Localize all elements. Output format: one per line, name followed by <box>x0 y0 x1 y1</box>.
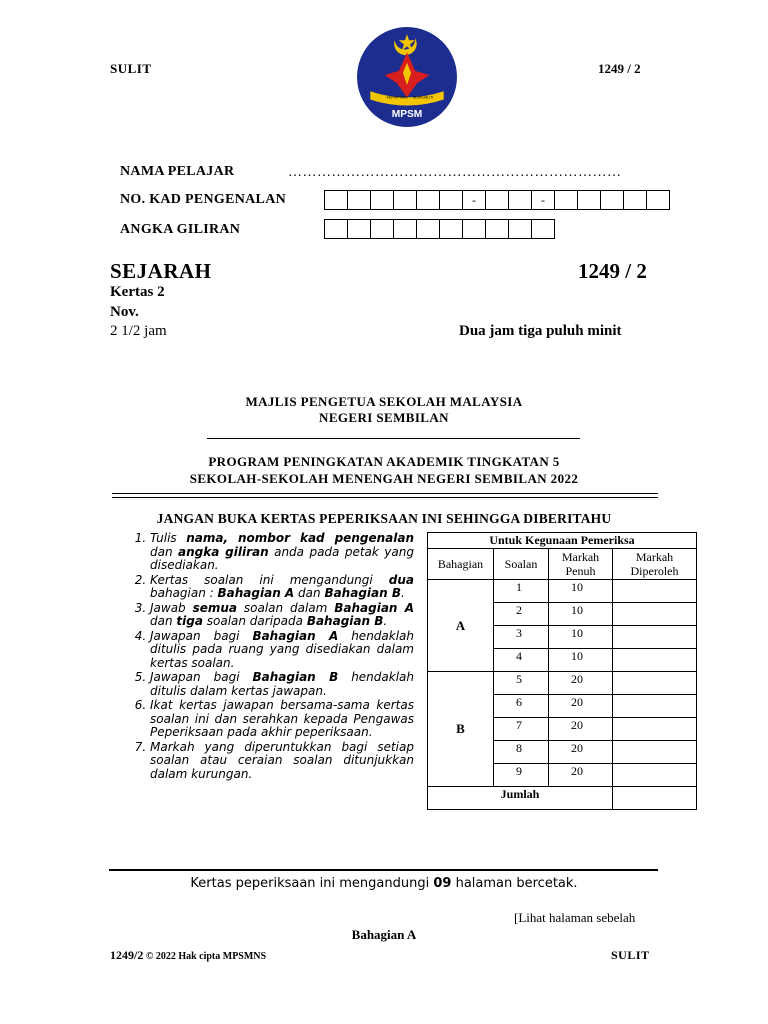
section-heading: Bahagian A <box>351 927 417 942</box>
instruction-text: nama, nombor kad pengenalan <box>186 531 414 545</box>
turn-box-10[interactable] <box>532 220 554 238</box>
instruction-text: soalan dalam <box>237 600 335 615</box>
full-marks-cell: 20 <box>549 672 613 695</box>
marks-obtained-cell[interactable] <box>613 672 697 695</box>
table-row <box>428 672 697 695</box>
examiner-table <box>427 532 697 810</box>
instruction-text: Bahagian B <box>306 614 384 628</box>
turn-number-label: ANGKA GILIRAN <box>120 222 241 237</box>
marks-obtained-cell[interactable] <box>613 741 697 764</box>
instruction-text: . <box>383 614 388 628</box>
instruction-item <box>150 741 414 782</box>
question-cell: 7 <box>494 718 549 741</box>
ic-box-7[interactable]: - <box>463 191 486 209</box>
instruction-item <box>150 630 414 671</box>
divider-double-top <box>112 493 658 494</box>
instruction-text: Bahagian A <box>252 628 339 643</box>
instruction-text: Jawapan bagi <box>150 670 253 684</box>
instruction-item <box>150 574 414 601</box>
ic-box-10[interactable]: - <box>532 191 555 209</box>
marks-obtained-cell[interactable] <box>613 649 697 672</box>
question-cell: 5 <box>494 672 549 695</box>
total-row <box>428 787 697 810</box>
instruction-text: tiga <box>176 614 203 628</box>
instruction-item <box>150 699 414 740</box>
copyright <box>110 948 266 963</box>
ic-box-2[interactable] <box>348 191 371 209</box>
examiner-table-title: Untuk Kegunaan Pemeriksa <box>428 533 697 549</box>
ic-box-12[interactable] <box>578 191 601 209</box>
instruction-text: semua <box>192 600 237 615</box>
logo-text: MPSM <box>391 108 423 120</box>
instruction-text: soalan daripada <box>202 614 307 628</box>
total-label: Jumlah <box>428 787 613 810</box>
instruction-text: Markah yang diperuntukkan bagi setiap soalan atau ceraian soalan ditunjukkan dalam kurungan. <box>150 739 414 781</box>
duration-words: Dua jam tiga puluh minit <box>459 323 622 339</box>
instruction-text: angka giliran <box>178 544 269 559</box>
col-header-section: Bahagian <box>428 549 494 580</box>
ic-box-15[interactable] <box>647 191 669 209</box>
instruction-text: . <box>401 586 405 600</box>
full-marks-cell: 10 <box>549 649 613 672</box>
logo-ribbon-right: BERKUALITI <box>413 95 434 100</box>
instruction-item <box>150 602 414 629</box>
name-dotted-line[interactable]: …………………………………………………………… <box>288 165 622 180</box>
full-marks-cell: 10 <box>549 580 613 603</box>
question-cell: 3 <box>494 626 549 649</box>
program-line-2: SEKOLAH-SEKOLAH MENENGAH NEGERI SEMBILAN 2022 <box>189 471 579 486</box>
ic-box-9[interactable] <box>509 191 532 209</box>
divider <box>207 438 580 439</box>
instruction-text: hendaklah ditulis pada ruang yang disediakan dalam kertas soalan. <box>150 628 415 670</box>
copyright-text: © 2022 Hak cipta MPSMNS <box>143 951 267 962</box>
duration: 2 1/2 jam <box>110 323 167 339</box>
instruction-text: dan <box>150 614 177 628</box>
question-cell: 6 <box>494 695 549 718</box>
turn-box-6[interactable] <box>440 220 463 238</box>
paper-code-top: 1249 / 2 <box>598 61 641 76</box>
ic-box-3[interactable] <box>371 191 394 209</box>
footer-rule <box>109 869 658 871</box>
subject-code: 1249 / 2 <box>578 259 647 283</box>
footer-code: 1249/2 <box>110 948 144 962</box>
instruction-text: Jawab <box>150 600 193 615</box>
exam-month: Nov. <box>110 304 139 320</box>
ic-label: NO. KAD PENGENALAN <box>120 192 287 207</box>
page-count-pre: Kertas peperiksaan ini mengandungi <box>190 876 434 891</box>
page-count-post: halaman bercetak. <box>451 876 578 891</box>
logo-ribbon-left: KEPIMPINAN <box>386 95 408 100</box>
program-line-1: PROGRAM PENINGKATAN AKADEMIK TINGKATAN 5 <box>208 454 560 469</box>
ic-box-4[interactable] <box>394 191 417 209</box>
ic-box-5[interactable] <box>417 191 440 209</box>
organizer-line-1: MAJLIS PENGETUA SEKOLAH MALAYSIA <box>245 394 523 409</box>
full-marks-cell: 20 <box>549 764 613 787</box>
ic-box-6[interactable] <box>440 191 463 209</box>
next-page-note: [Lihat halaman sebelah <box>514 910 636 925</box>
instruction-text: Tulis <box>150 531 187 545</box>
divider-double-bottom <box>112 497 658 498</box>
instruction-text: dan <box>150 544 179 559</box>
mpsm-logo <box>356 26 458 128</box>
full-marks-cell: 10 <box>549 603 613 626</box>
turn-box-7[interactable] <box>463 220 486 238</box>
warning-heading: JANGAN BUKA KERTAS PEPERIKSAAN INI SEHINGGA DIBERITAHU <box>156 511 612 526</box>
name-label: NAMA PELAJAR <box>120 164 235 179</box>
ic-boxes[interactable] <box>324 190 670 210</box>
col-header-question: Soalan <box>494 549 549 580</box>
instruction-text: Bahagian B <box>252 670 339 684</box>
instruction-text: Kertas soalan ini mengandungi <box>150 572 389 587</box>
instruction-text: Ikat kertas jawapan bersama-sama kertas soalan ini dan serahkan kepada Pengawas Peperiksaan pada akhir peperiksaan. <box>150 698 414 739</box>
question-cell: 9 <box>494 764 549 787</box>
instruction-text: hendaklah ditulis dalam kertas jawapan. <box>150 670 414 698</box>
marks-obtained-cell[interactable] <box>613 718 697 741</box>
table-row <box>428 580 697 603</box>
ic-box-1[interactable] <box>325 191 348 209</box>
instruction-text: Jawapan bagi <box>150 628 253 643</box>
ic-box-11[interactable] <box>555 191 578 209</box>
turn-box-9[interactable] <box>509 220 532 238</box>
instruction-text: Bahagian A <box>217 586 295 600</box>
ic-box-14[interactable] <box>624 191 647 209</box>
total-marks-cell[interactable] <box>613 787 697 810</box>
question-cell: 4 <box>494 649 549 672</box>
marks-obtained-cell[interactable] <box>613 695 697 718</box>
turn-box-3[interactable] <box>371 220 394 238</box>
page-count-note <box>0 876 768 891</box>
turn-box-8[interactable] <box>486 220 509 238</box>
question-cell: 2 <box>494 603 549 626</box>
turn-box-2[interactable] <box>348 220 371 238</box>
instructions <box>134 532 414 782</box>
section-cell: B <box>428 672 494 787</box>
instructions-list <box>134 532 414 781</box>
page-count-number: 09 <box>433 876 452 891</box>
instruction-text: bahagian : <box>150 586 218 600</box>
marks-obtained-cell[interactable] <box>613 580 697 603</box>
paper-number: Kertas 2 <box>110 284 165 300</box>
turn-box-1[interactable] <box>325 220 348 238</box>
instruction-item <box>150 671 414 698</box>
full-marks-cell: 20 <box>549 741 613 764</box>
full-marks-cell: 20 <box>549 695 613 718</box>
instruction-text: dan <box>294 586 325 600</box>
full-marks-cell: 20 <box>549 718 613 741</box>
col-header-marks-obtained: Markah Diperoleh <box>613 549 697 580</box>
question-cell: 8 <box>494 741 549 764</box>
instruction-text: dua <box>388 572 414 587</box>
instruction-text: Bahagian A <box>334 600 414 615</box>
subject-name: SEJARAH <box>110 259 212 283</box>
instruction-item <box>150 532 414 573</box>
turn-box-4[interactable] <box>394 220 417 238</box>
classification-bottom: SULIT <box>611 948 650 962</box>
marks-obtained-cell[interactable] <box>613 626 697 649</box>
instruction-text: anda pada petak yang disediakan. <box>150 544 414 572</box>
ic-box-8[interactable] <box>486 191 509 209</box>
ic-box-13[interactable] <box>601 191 624 209</box>
question-cell: 1 <box>494 580 549 603</box>
marks-obtained-cell[interactable] <box>613 603 697 626</box>
classification-top: SULIT <box>110 61 152 76</box>
organizer-line-2: NEGERI SEMBILAN <box>319 410 449 425</box>
full-marks-cell: 10 <box>549 626 613 649</box>
col-header-full-marks: Markah Penuh <box>549 549 613 580</box>
turn-box-5[interactable] <box>417 220 440 238</box>
turn-number-boxes[interactable] <box>324 219 555 239</box>
marks-obtained-cell[interactable] <box>613 764 697 787</box>
section-cell: A <box>428 580 494 672</box>
instruction-text: Bahagian B <box>324 586 401 600</box>
